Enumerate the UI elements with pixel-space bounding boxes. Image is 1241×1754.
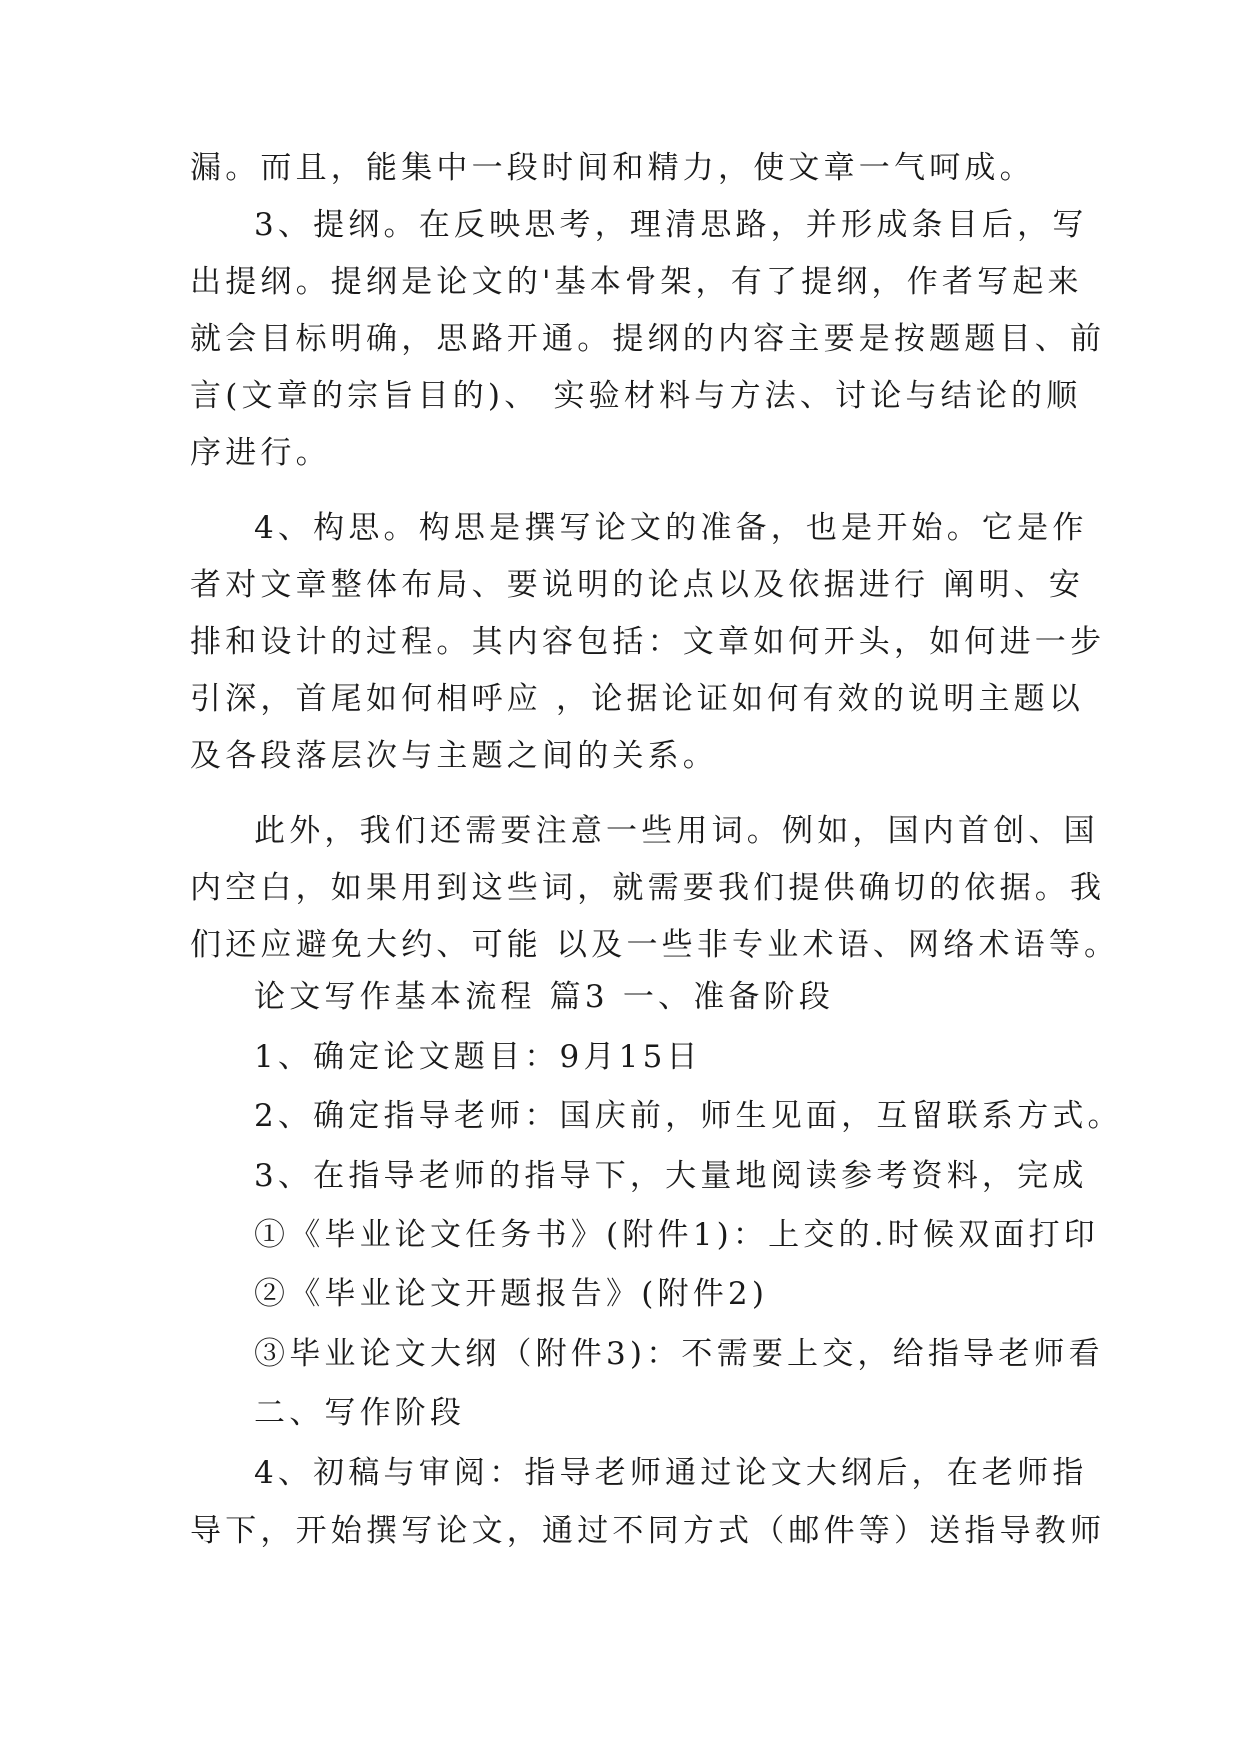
text-line: 导下，开始撰写论文，通过不同方式（邮件等）送指导教师	[190, 1513, 1106, 1549]
text-line: 排和设计的过程。其内容包括：文章如何开头，如何进一步	[190, 624, 1106, 660]
text-line: 2、确定指导老师：国庆前，师生见面，互留联系方式。	[254, 1098, 1123, 1134]
text-line: 3、提纲。在反映思考，理清思路，并形成条目后，写	[254, 207, 1088, 243]
text-line: 内空白，如果用到这些词，就需要我们提供确切的依据。我	[190, 870, 1106, 906]
text-line: 及各段落层次与主题之间的关系。	[190, 738, 718, 774]
text-line: 者对文章整体布局、要说明的论点以及依据进行 阐明、安	[190, 567, 1085, 603]
text-line: ②《毕业论文开题报告》(附件2)	[254, 1276, 769, 1312]
text-line: 出提纲。提纲是论文的'基本骨架，有了提纲，作者写起来	[190, 264, 1083, 300]
text-line: 漏。而且，能集中一段时间和精力，使文章一气呵成。	[190, 150, 1035, 186]
text-line: 1、确定论文题目：9月15日	[254, 1039, 702, 1075]
text-line: ③毕业论文大纲（附件3)：不需要上交，给指导老师看	[254, 1336, 1104, 1372]
text-line: 就会目标明确，思路开通。提纲的内容主要是按题题目、前	[190, 321, 1106, 357]
text-line: 们还应避免大约、可能 以及一些非专业术语、网络术语等。	[190, 927, 1120, 963]
text-line: ①《毕业论文任务书》(附件1)：上交的.时候双面打印	[254, 1217, 1099, 1253]
text-line: 此外，我们还需要注意一些用词。例如，国内首创、国	[254, 813, 1099, 849]
text-line: 3、在指导老师的指导下，大量地阅读参考资料，完成	[254, 1158, 1088, 1194]
section-heading: 二、写作阶段	[254, 1395, 466, 1431]
text-line: 引深，首尾如何相呼应 ，论据论证如何有效的说明主题以	[190, 681, 1085, 717]
text-line: 言(文章的宗旨目的)、 实验材料与方法、讨论与结论的顺	[190, 378, 1082, 414]
section-heading: 论文写作基本流程 篇3 一、准备阶段	[254, 979, 835, 1015]
text-line: 序进行。	[190, 435, 331, 471]
text-line: 4、构思。构思是撰写论文的准备，也是开始。它是作	[254, 510, 1088, 546]
text-line: 4、初稿与审阅：指导老师通过论文大纲后，在老师指	[254, 1455, 1088, 1491]
